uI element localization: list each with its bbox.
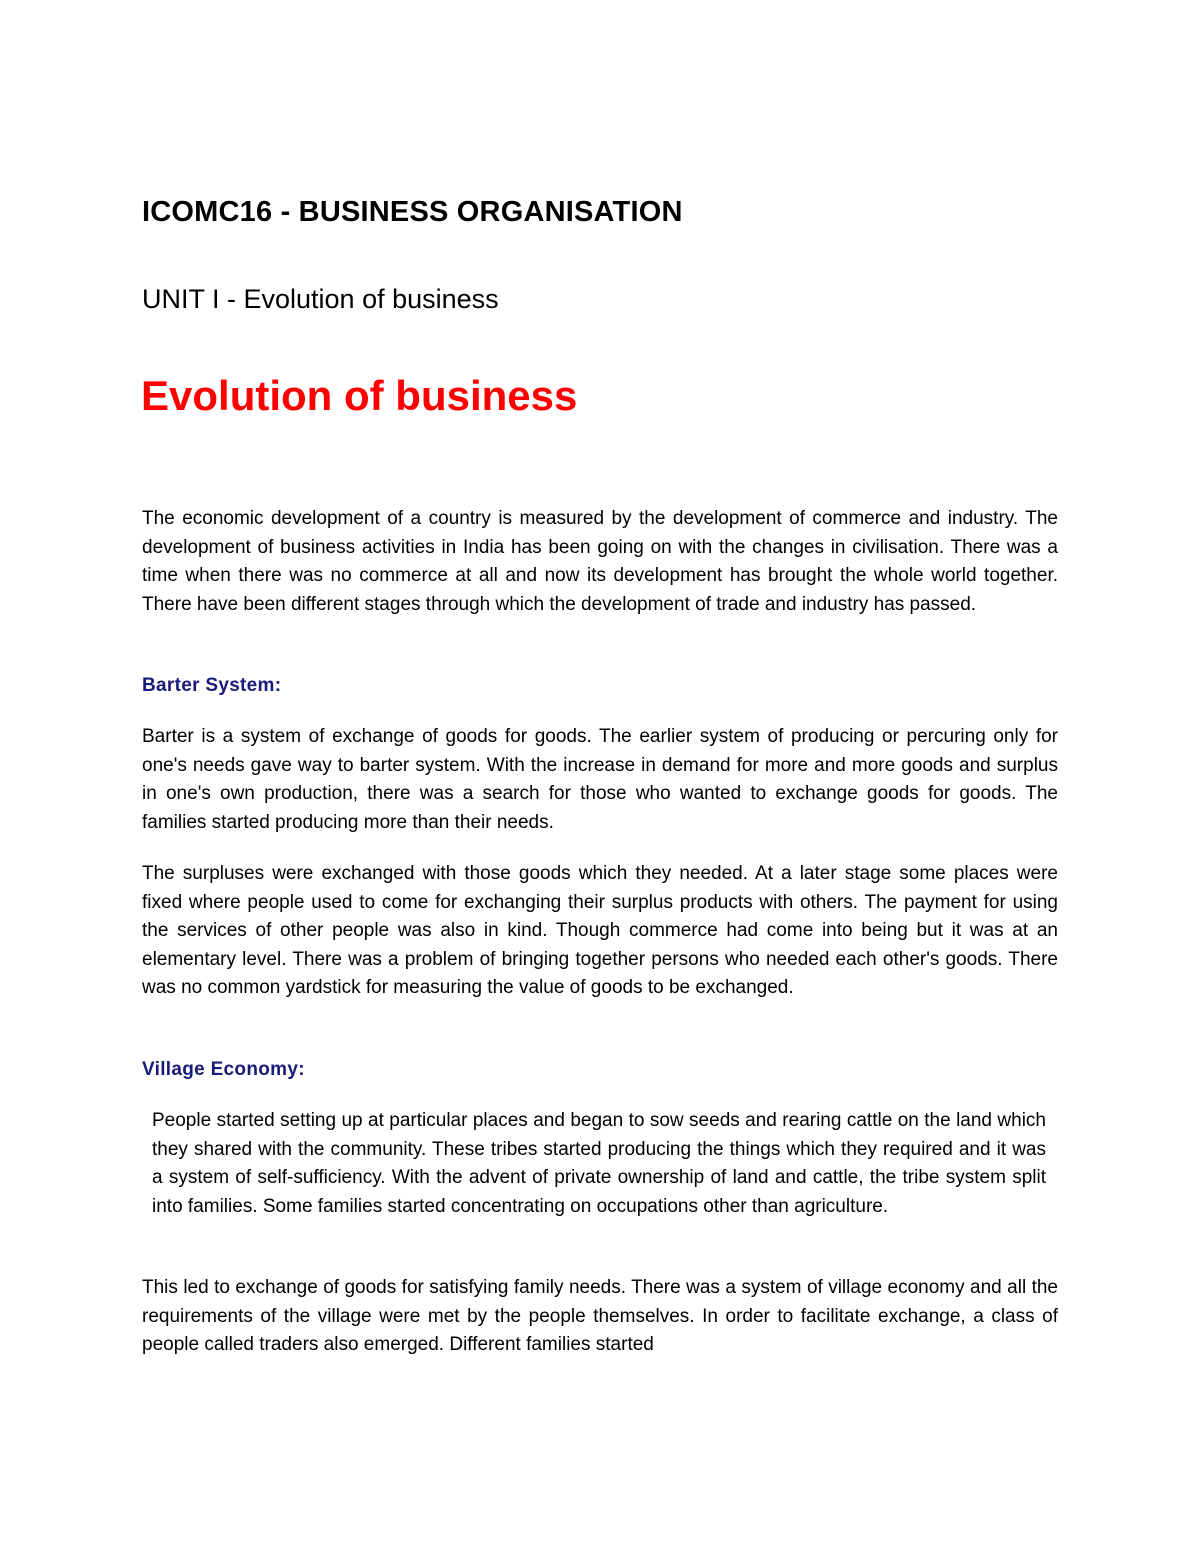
main-heading: Evolution of business — [141, 372, 578, 419]
village-paragraph-2: This led to exchange of goods for satisfying family needs. There was a system of village economy and all the requirements of the village were met by the people themselves. In order to facilitate exchange, a class of people called traders also emerged. Different families started — [142, 1277, 1058, 1355]
unit-title: UNIT I - Evolution of business — [142, 284, 499, 314]
section-heading-barter-system: Barter System: — [142, 675, 282, 696]
section-heading-village-economy: Village Economy: — [142, 1059, 305, 1080]
village-paragraph-1: People started setting up at particular places and began to sow seeds and rearing cattle on the land which they shared with the community. These tribes started producing the things which they required and it was a system of self-sufficiency. With the advent of private ownership of land and cattle, the tribe system split into families. Some families started concentrating on occupations other than agriculture. — [152, 1110, 1046, 1217]
barter-paragraph-1: Barter is a system of exchange of goods for goods. The earlier system of producing or percuring only for one's needs gave way to barter system. With the increase in demand for more and more goods and surplus in one's own production, there was a search for those who wanted to exchange goods for goods. The families started producing more than their needs. — [142, 726, 1058, 833]
course-title: ICOMC16 - BUSINESS ORGANISATION — [142, 196, 683, 228]
barter-paragraph-2: The surpluses were exchanged with those goods which they needed. At a later stage some places were fixed where people used to come for exchanging their surplus products with others. The payment for using the services of other people was also in kind. Though commerce had come into being but it was at an elementary level. There was a problem of bringing together persons who needed each other's goods. There was no common yardstick for measuring the value of goods to be exchanged. — [142, 863, 1058, 998]
intro-paragraph: The economic development of a country is measured by the development of commerce and industry. The development of business activities in India has been going on with the changes in civilisation. There was a time when there was no commerce at all and now its development has brought the whole world together. There have been different stages through which the development of trade and industry has passed. — [142, 508, 1058, 615]
